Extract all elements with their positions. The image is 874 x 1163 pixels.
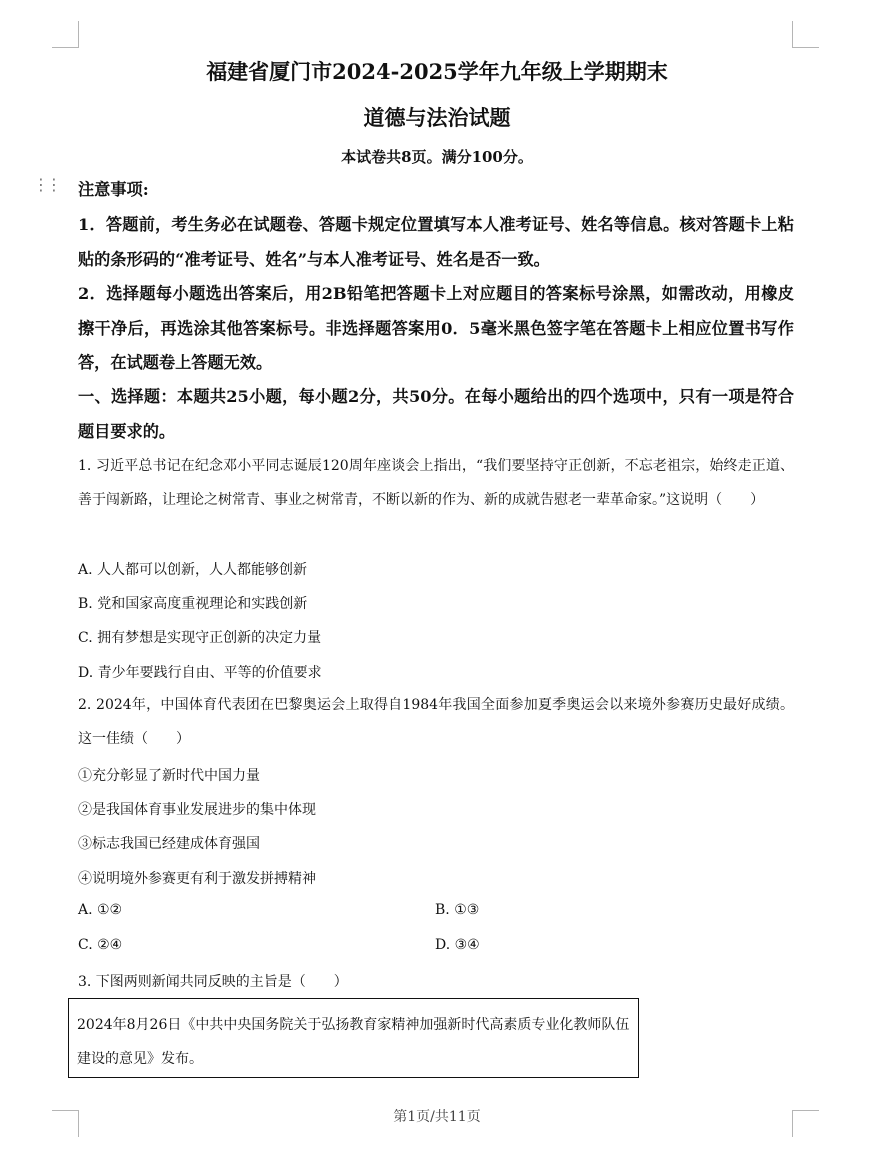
section-heading: 一、选择题：本题共25小题，每小题2分，共50分。在每小题给出的四个选项中，只有一项是符合题目要求的。 bbox=[78, 387, 794, 441]
question-2-statement-4: ④说明境外参赛更有利于激发拼搏精神 bbox=[78, 871, 316, 887]
question-1-option-b: B. 党和国家高度重视理论和实践创新 bbox=[78, 596, 308, 612]
question-2-option-c: C. ②④ bbox=[78, 937, 123, 953]
question-2-option-b: B. ①③ bbox=[435, 902, 480, 918]
question-1-option-d: D. 青少年要践行自由、平等的价值要求 bbox=[78, 665, 322, 681]
notes-heading: 注意事项: bbox=[78, 180, 149, 199]
question-1-option-a: A. 人人都可以创新，人人都能够创新 bbox=[78, 562, 308, 578]
document-subject-title: 道德与法治试题 bbox=[363, 105, 511, 130]
page-corner-mark bbox=[792, 21, 819, 48]
drag-handle-icon[interactable]: ⋮⋮ bbox=[33, 175, 59, 194]
news-text: 2024年8月26日《中共中央国务院关于弘扬教育家精神加强新时代高素质专业化教师队伍建设的意见》发布。 bbox=[77, 1017, 630, 1067]
question-2-option-d: D. ③④ bbox=[435, 937, 480, 953]
note-item-2: 2．选择题每小题选出答案后，用2B铅笔把答题卡上对应题目的答案标号涂黑，如需改动，用橡皮擦干净后，再选涂其他答案标号。非选择题答案用0．5毫米黑色签字笔在答题卡上相应位置书写作答，在试题卷上答题无效。 bbox=[78, 284, 794, 372]
question-2-statement-2: ②是我国体育事业发展进步的集中体现 bbox=[78, 802, 316, 818]
question-2-option-a: A. ①② bbox=[78, 902, 123, 918]
question-1-option-c: C. 拥有梦想是实现守正创新的决定力量 bbox=[78, 630, 322, 646]
question-1-stem: 1. 习近平总书记在纪念邓小平同志诞辰120周年座谈会上指出，“我们要坚持守正创新，不忘老祖宗，始终走正道、善于闯新路，让理论之树常青、事业之树常青，不断以新的作为、新的成就告慰老一辈革命家。”这说明（ ） bbox=[78, 458, 794, 509]
question-2-statement-3: ③标志我国已经建成体育强国 bbox=[78, 836, 260, 852]
page-corner-mark bbox=[52, 21, 79, 48]
question-2-stem: 2. 2024年，中国体育代表团在巴黎奥运会上取得自1984年我国全面参加夏季奥运会以来境外参赛历史最好成绩。这一佳绩（ ） bbox=[78, 697, 794, 748]
page-number: 第1页/共11页 bbox=[393, 1109, 481, 1125]
question-3-stem: 3. 下图两则新闻共同反映的主旨是（ ） bbox=[78, 974, 348, 990]
exam-info: 本试卷共8页。满分100分。 bbox=[341, 148, 533, 166]
document-title: 福建省厦门市2024-2025学年九年级上学期期末 bbox=[206, 59, 668, 84]
question-2-statement-1: ①充分彰显了新时代中国力量 bbox=[78, 768, 260, 784]
note-item-1: 1．答题前，考生务必在试题卷、答题卡规定位置填写本人准考证号、姓名等信息。核对答题卡上粘贴的条形码的“准考证号、姓名”与本人准考证号、姓名是否一致。 bbox=[78, 215, 794, 269]
news-box bbox=[68, 998, 639, 1078]
